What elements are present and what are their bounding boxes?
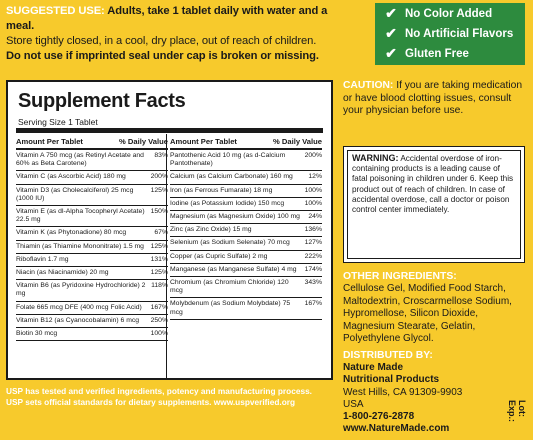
nutrient-name: Molybdenum (as Sodium Molybdate) 75 mcg bbox=[170, 300, 291, 316]
serving-size: Serving Size 1 Tablet bbox=[18, 117, 98, 127]
nutrient-daily-value: 150% bbox=[150, 208, 168, 216]
nutrient-row bbox=[170, 198, 322, 211]
nutrient-daily-value: 200% bbox=[304, 152, 322, 159]
nutrient-daily-value: 167% bbox=[150, 303, 168, 311]
suggested-use-dosage: Adults, take 1 tablet daily with water and a meal. bbox=[6, 5, 328, 32]
nutrient-daily-value: 131% bbox=[150, 255, 168, 263]
usp-line: USP sets official standards for dietary supplements. www.uspverified.org bbox=[6, 396, 296, 407]
nutrient-name: Thiamin (as Thiamine Mononitrate) 1.5 mg bbox=[16, 242, 144, 250]
checkmark-icon: ✔ bbox=[385, 45, 397, 61]
nutrient-daily-value: 100% bbox=[304, 199, 322, 207]
other-ingredients-heading: OTHER INGREDIENTS: bbox=[343, 271, 457, 282]
facts-left-column bbox=[16, 134, 168, 341]
nutrient-daily-value: 100% bbox=[304, 186, 322, 194]
nutrient-name: Selenium (as Sodium Selenate) 70 mcg bbox=[170, 239, 290, 247]
nutrient-name: Chromium (as Chromium Chloride) 120 mcg bbox=[170, 279, 289, 295]
distributor-country: USA bbox=[343, 398, 364, 410]
nutrient-daily-value: 125% bbox=[150, 242, 168, 250]
distributor-address: West Hills, CA 91309-9903 bbox=[343, 386, 463, 398]
nutrient-name: Copper (as Cupric Sulfate) 2 mg bbox=[170, 252, 268, 260]
nutrient-name: Vitamin C (as Ascorbic Acid) 180 mg bbox=[16, 173, 126, 181]
nutrient-daily-value: 136% bbox=[304, 226, 322, 234]
other-ingredients bbox=[343, 271, 528, 345]
nutrient-daily-value: 100% bbox=[150, 330, 168, 338]
nutrient-daily-value: 250% bbox=[150, 316, 168, 324]
facts-right-column bbox=[170, 134, 322, 320]
distributor-website: www.NatureMade.com bbox=[343, 423, 450, 435]
warning-inner bbox=[347, 150, 521, 259]
nutrient-name: Vitamin D3 (as Cholecalciferol) 25 mcg (1000 IU) bbox=[16, 186, 134, 202]
nutrient-daily-value: 125% bbox=[150, 269, 168, 277]
usp-statement bbox=[6, 386, 312, 407]
nutrient-row bbox=[16, 171, 168, 184]
nutrient-row bbox=[16, 315, 168, 328]
distributor-name: Nature Made bbox=[343, 362, 404, 374]
nutrient-name: Vitamin E (as dl-Alpha Tocopheryl Acetate) 22.5 mg bbox=[16, 208, 145, 224]
caution-text bbox=[343, 80, 526, 118]
checkmark-icon: ✔ bbox=[385, 25, 397, 41]
caution-body: If you are taking medication or have blood clotting issues, consult your physician before use. bbox=[343, 80, 523, 116]
nutrient-row bbox=[170, 251, 322, 264]
nutrient-row bbox=[16, 241, 168, 254]
supplement-facts-title: Supplement Facts bbox=[18, 90, 186, 112]
nutrient-daily-value: 127% bbox=[304, 239, 322, 247]
nutrient-name: Magnesium (as Magnesium Oxide) 100 mg bbox=[170, 213, 300, 221]
lot-exp-area bbox=[509, 400, 529, 438]
nutrient-daily-value: 343% bbox=[304, 279, 322, 287]
nutrient-row bbox=[170, 185, 322, 198]
nutrient-name: Pantothenic Acid 10 mg (as d-Calcium Pantothenate) bbox=[170, 152, 286, 168]
nutrient-name: Calcium (as Calcium Carbonate) 160 mg bbox=[170, 173, 293, 181]
nutrient-row bbox=[170, 264, 322, 277]
nutrient-daily-value: 24% bbox=[308, 213, 322, 221]
nutrient-daily-value: 83% bbox=[154, 152, 168, 159]
amount-header: Amount Per Tablet bbox=[16, 137, 83, 146]
amount-header: Amount Per Tablet bbox=[170, 137, 237, 146]
nutrient-row bbox=[16, 254, 168, 267]
nutrient-name: Vitamin K (as Phytonadione) 80 mcg bbox=[16, 229, 127, 237]
nutrient-name: Vitamin B12 (as Cyanocobalamin) 6 mcg bbox=[16, 316, 140, 324]
nutrient-name: Manganese (as Manganese Sulfate) 4 mg bbox=[170, 265, 297, 273]
column-header bbox=[16, 134, 168, 150]
daily-value-header: % Daily Value bbox=[273, 137, 322, 146]
caution-heading: CAUTION: bbox=[343, 80, 394, 91]
usp-line: USP has tested and verified ingredients, potency and manufacturing process. bbox=[6, 386, 312, 396]
warning-box bbox=[343, 146, 525, 263]
claim-row bbox=[375, 44, 525, 63]
nutrient-row bbox=[170, 237, 322, 250]
nutrient-daily-value: 167% bbox=[304, 300, 322, 308]
nutrient-name: Vitamin B6 (as Pyridoxine Hydrochloride) 2 mg bbox=[16, 282, 146, 298]
thick-divider bbox=[16, 128, 323, 133]
nutrient-name: Folate 665 mcg DFE (400 mcg Folic Acid) bbox=[16, 303, 142, 311]
distributor-phone: 1-800-276-2878 bbox=[343, 411, 415, 423]
claim-row bbox=[375, 24, 525, 43]
seal-warning: Do not use if imprinted seal under cap is broken or missing. bbox=[6, 50, 319, 62]
supplement-facts-panel bbox=[6, 80, 333, 380]
claim-row bbox=[375, 4, 525, 23]
nutrient-row bbox=[170, 211, 322, 224]
nutrient-daily-value: 67% bbox=[154, 229, 168, 237]
nutrient-row bbox=[170, 224, 322, 237]
nutrient-name: Iodine (as Potassium Iodide) 150 mcg bbox=[170, 199, 285, 207]
nutrient-row bbox=[16, 227, 168, 240]
nutrient-row bbox=[16, 185, 168, 206]
nutrient-daily-value: 174% bbox=[304, 265, 322, 273]
nutrient-daily-value: 222% bbox=[304, 252, 322, 260]
claim-text: Gluten Free bbox=[405, 47, 469, 60]
claims-box bbox=[375, 3, 525, 65]
nutrient-row bbox=[170, 171, 322, 184]
daily-value-header: % Daily Value bbox=[119, 137, 168, 146]
nutrient-name: Vitamin A 750 mcg (as Retinyl Acetate and 60% as Beta Carotene) bbox=[16, 152, 144, 168]
suggested-use-block bbox=[6, 4, 336, 64]
nutrient-daily-value: 118% bbox=[151, 282, 168, 290]
claim-text: No Color Added bbox=[405, 7, 493, 20]
claim-text: No Artificial Flavors bbox=[405, 27, 514, 40]
nutrient-row bbox=[16, 267, 168, 280]
other-ingredients-list: Cellulose Gel, Modified Food Starch, Maltodextrin, Croscarmellose Sodium, Hypromellose, Silicon Dioxide, Magnesium Stearate, Gelatin, Polyethylene Glycol. bbox=[343, 283, 512, 345]
suggested-use-line1 bbox=[6, 4, 336, 34]
nutrient-row bbox=[16, 280, 168, 301]
warning-body: Accidental overdose of iron-containing products is a leading cause of fatal poisoning in children under 6. Keep this product out of reach of children. In case of accidental overdose, call a doctor or poison control center immediately. bbox=[352, 154, 514, 215]
suggested-use-heading: SUGGESTED USE: bbox=[6, 5, 105, 17]
nutrient-list bbox=[170, 150, 322, 320]
nutrient-name: Niacin (as Niacinamide) 20 mg bbox=[16, 269, 109, 277]
nutrient-row bbox=[170, 150, 322, 171]
exp-label: Exp.: bbox=[507, 400, 517, 423]
column-header bbox=[170, 134, 322, 150]
warning-heading: WARNING: bbox=[352, 153, 399, 163]
distributor-heading: DISTRIBUTED BY: bbox=[343, 350, 433, 361]
nutrient-row bbox=[16, 206, 168, 227]
nutrient-name: Zinc (as Zinc Oxide) 15 mg bbox=[170, 226, 252, 234]
nutrient-daily-value: 200% bbox=[150, 173, 168, 181]
nutrient-name: Riboflavin 1.7 mg bbox=[16, 255, 69, 263]
nutrient-daily-value: 12% bbox=[308, 173, 322, 181]
nutrient-row bbox=[170, 277, 322, 298]
nutrient-daily-value: 125% bbox=[150, 186, 168, 194]
storage-instructions: Store tightly closed, in a cool, dry place, out of reach of children. bbox=[6, 35, 317, 47]
nutrient-name: Biotin 30 mcg bbox=[16, 330, 58, 338]
nutrient-row bbox=[16, 302, 168, 315]
checkmark-icon: ✔ bbox=[385, 5, 397, 21]
nutrient-row bbox=[16, 150, 168, 171]
nutrient-name: Iron (as Ferrous Fumarate) 18 mg bbox=[170, 186, 273, 194]
nutrient-list bbox=[16, 150, 168, 341]
nutrient-row bbox=[170, 298, 322, 319]
nutrient-row bbox=[16, 328, 168, 341]
distributor-division: Nutritional Products bbox=[343, 374, 440, 386]
distributor-block bbox=[343, 350, 528, 435]
lot-label: Lot: bbox=[517, 400, 527, 417]
